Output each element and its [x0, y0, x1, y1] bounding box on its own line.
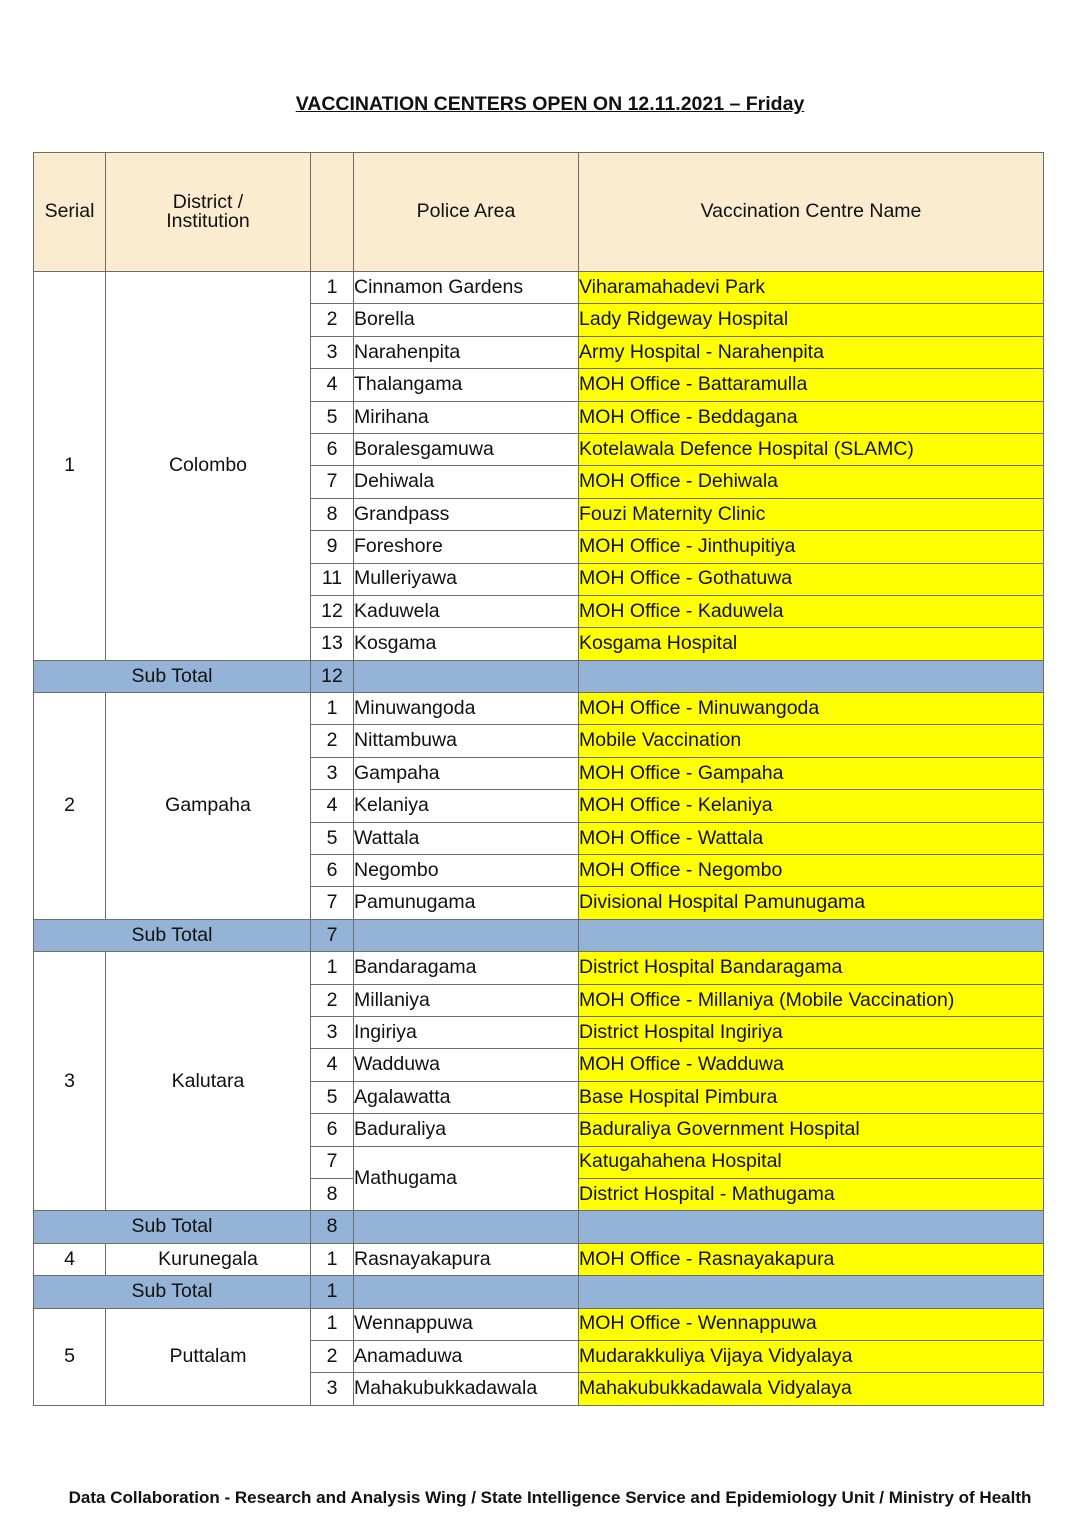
police-area-cell: Anamaduwa — [354, 1340, 579, 1372]
row-number-cell: 6 — [311, 1114, 354, 1146]
police-area-cell: Wadduwa — [354, 1049, 579, 1081]
centre-name-cell: MOH Office - Negombo — [579, 855, 1044, 887]
subtotal-empty-cell — [579, 1276, 1044, 1308]
police-area-cell: Kelaniya — [354, 790, 579, 822]
row-number-cell: 3 — [311, 336, 354, 368]
header-serial: Serial — [34, 153, 106, 272]
row-number-cell: 8 — [311, 498, 354, 530]
centre-name-cell: MOH Office - Kelaniya — [579, 790, 1044, 822]
police-area-cell: Boralesgamuwa — [354, 433, 579, 465]
centre-name-cell: Army Hospital - Narahenpita — [579, 336, 1044, 368]
vaccination-centers-table — [33, 152, 1044, 1406]
row-number-cell: 1 — [311, 272, 354, 304]
header-district-line1: District / — [172, 190, 244, 213]
subtotal-empty-cell — [354, 919, 579, 951]
police-area-cell: Kaduwela — [354, 595, 579, 627]
centre-name-cell: District Hospital - Mathugama — [579, 1178, 1044, 1210]
subtotal-label: Sub Total — [34, 660, 311, 692]
police-area-cell: Pamunugama — [354, 887, 579, 919]
page-title: VACCINATION CENTERS OPEN ON 12.11.2021 – Friday — [295, 93, 805, 115]
row-number-cell: 5 — [311, 401, 354, 433]
subtotal-empty-cell — [579, 1211, 1044, 1243]
subtotal-count: 7 — [311, 919, 354, 951]
serial-cell: 2 — [34, 693, 106, 920]
table-row — [34, 1243, 1044, 1275]
subtotal-count: 1 — [311, 1276, 354, 1308]
table-row — [34, 1308, 1044, 1340]
centre-name-cell: Base Hospital Pimbura — [579, 1081, 1044, 1113]
police-area-cell: Thalangama — [354, 369, 579, 401]
row-number-cell: 1 — [311, 1308, 354, 1340]
subtotal-row — [34, 1276, 1044, 1308]
centre-name-cell: MOH Office - Wattala — [579, 822, 1044, 854]
police-area-cell: Mahakubukkadawala — [354, 1373, 579, 1405]
police-area-cell: Nittambuwa — [354, 725, 579, 757]
centre-name-cell: MOH Office - Beddagana — [579, 401, 1044, 433]
centre-name-cell: Kotelawala Defence Hospital (SLAMC) — [579, 433, 1044, 465]
centre-name-cell: Fouzi Maternity Clinic — [579, 498, 1044, 530]
police-area-cell: Baduraliya — [354, 1114, 579, 1146]
centre-name-cell: District Hospital Ingiriya — [579, 1016, 1044, 1048]
centre-name-cell: MOH Office - Wennappuwa — [579, 1308, 1044, 1340]
table-row — [34, 693, 1044, 725]
table-header — [34, 153, 1044, 272]
row-number-cell: 4 — [311, 369, 354, 401]
row-number-cell: 6 — [311, 433, 354, 465]
subtotal-label: Sub Total — [34, 1276, 311, 1308]
police-area-cell: Mirihana — [354, 401, 579, 433]
police-area-cell: Mulleriyawa — [354, 563, 579, 595]
police-area-cell: Agalawatta — [354, 1081, 579, 1113]
serial-cell: 5 — [34, 1308, 106, 1405]
police-area-cell: Millaniya — [354, 984, 579, 1016]
centre-name-cell: Lady Ridgeway Hospital — [579, 304, 1044, 336]
row-number-cell: 2 — [311, 725, 354, 757]
subtotal-row — [34, 1211, 1044, 1243]
header-number — [311, 153, 354, 272]
table-row — [34, 952, 1044, 984]
centre-name-cell: MOH Office - Kaduwela — [579, 595, 1044, 627]
row-number-cell: 13 — [311, 628, 354, 660]
row-number-cell: 8 — [311, 1178, 354, 1210]
police-area-cell: Wennappuwa — [354, 1308, 579, 1340]
centre-name-cell: MOH Office - Millaniya (Mobile Vaccination) — [579, 984, 1044, 1016]
centre-name-cell: Divisional Hospital Pamunugama — [579, 887, 1044, 919]
centre-name-cell: Baduraliya Government Hospital — [579, 1114, 1044, 1146]
police-area-cell: Wattala — [354, 822, 579, 854]
centre-name-cell: Kosgama Hospital — [579, 628, 1044, 660]
centre-name-cell: MOH Office - Gampaha — [579, 757, 1044, 789]
centre-name-cell: MOH Office - Battaramulla — [579, 369, 1044, 401]
police-area-cell: Narahenpita — [354, 336, 579, 368]
header-police-area: Police Area — [354, 153, 579, 272]
district-cell: Colombo — [106, 272, 311, 661]
subtotal-count: 12 — [311, 660, 354, 692]
police-area-cell: Rasnayakapura — [354, 1243, 579, 1275]
centre-name-cell: Mobile Vaccination — [579, 725, 1044, 757]
header-centre-name: Vaccination Centre Name — [579, 153, 1044, 272]
row-number-cell: 1 — [311, 693, 354, 725]
serial-cell: 4 — [34, 1243, 106, 1275]
row-number-cell: 2 — [311, 304, 354, 336]
subtotal-empty-cell — [354, 1211, 579, 1243]
row-number-cell: 2 — [311, 1340, 354, 1372]
centre-name-cell: Mudarakkuliya Vijaya Vidyalaya — [579, 1340, 1044, 1372]
police-area-cell: Kosgama — [354, 628, 579, 660]
row-number-cell: 2 — [311, 984, 354, 1016]
police-area-cell: Minuwangoda — [354, 693, 579, 725]
police-area-cell: Gampaha — [354, 757, 579, 789]
police-area-cell: Grandpass — [354, 498, 579, 530]
row-number-cell: 12 — [311, 595, 354, 627]
centre-name-cell: MOH Office - Gothatuwa — [579, 563, 1044, 595]
table-row — [34, 272, 1044, 304]
police-area-cell: Negombo — [354, 855, 579, 887]
district-cell: Gampaha — [106, 693, 311, 920]
row-number-cell: 5 — [311, 822, 354, 854]
district-cell: Kurunegala — [106, 1243, 311, 1275]
subtotal-row — [34, 660, 1044, 692]
row-number-cell: 1 — [311, 952, 354, 984]
police-area-cell: Borella — [354, 304, 579, 336]
police-area-cell: Bandaragama — [354, 952, 579, 984]
serial-cell: 1 — [34, 272, 106, 661]
police-area-cell: Ingiriya — [354, 1016, 579, 1048]
row-number-cell: 7 — [311, 466, 354, 498]
subtotal-empty-cell — [579, 660, 1044, 692]
row-number-cell: 4 — [311, 790, 354, 822]
header-district-line2: Institution — [166, 210, 250, 232]
police-area-cell: Cinnamon Gardens — [354, 272, 579, 304]
subtotal-empty-cell — [354, 1276, 579, 1308]
subtotal-empty-cell — [579, 919, 1044, 951]
police-area-cell: Dehiwala — [354, 466, 579, 498]
police-area-cell: Foreshore — [354, 531, 579, 563]
row-number-cell: 3 — [311, 1016, 354, 1048]
serial-cell: 3 — [34, 952, 106, 1211]
row-number-cell: 7 — [311, 1146, 354, 1178]
subtotal-count: 8 — [311, 1211, 354, 1243]
district-cell: Kalutara — [106, 952, 311, 1211]
row-number-cell: 4 — [311, 1049, 354, 1081]
subtotal-row — [34, 919, 1044, 951]
centre-name-cell: Viharamahadevi Park — [579, 272, 1044, 304]
row-number-cell: 5 — [311, 1081, 354, 1113]
centre-name-cell: MOH Office - Jinthupitiya — [579, 531, 1044, 563]
centre-name-cell: Katugahahena Hospital — [579, 1146, 1044, 1178]
footer-credit: Data Collaboration - Research and Analysis Wing / State Intelligence Service and Epidemiology Unit / Ministry of Health — [68, 1488, 1032, 1507]
header-district — [106, 153, 311, 272]
centre-name-cell: MOH Office - Wadduwa — [579, 1049, 1044, 1081]
subtotal-label: Sub Total — [34, 1211, 311, 1243]
centre-name-cell: Mahakubukkadawala Vidyalaya — [579, 1373, 1044, 1405]
centre-name-cell: MOH Office - Rasnayakapura — [579, 1243, 1044, 1275]
police-area-cell: Mathugama — [354, 1146, 579, 1211]
row-number-cell: 11 — [311, 563, 354, 595]
district-cell: Puttalam — [106, 1308, 311, 1405]
centre-name-cell: District Hospital Bandaragama — [579, 952, 1044, 984]
row-number-cell: 6 — [311, 855, 354, 887]
row-number-cell: 9 — [311, 531, 354, 563]
row-number-cell: 7 — [311, 887, 354, 919]
table-body — [34, 272, 1044, 1406]
centre-name-cell: MOH Office - Minuwangoda — [579, 693, 1044, 725]
row-number-cell: 3 — [311, 1373, 354, 1405]
row-number-cell: 3 — [311, 757, 354, 789]
subtotal-empty-cell — [354, 660, 579, 692]
row-number-cell: 1 — [311, 1243, 354, 1275]
subtotal-label: Sub Total — [34, 919, 311, 951]
centre-name-cell: MOH Office - Dehiwala — [579, 466, 1044, 498]
